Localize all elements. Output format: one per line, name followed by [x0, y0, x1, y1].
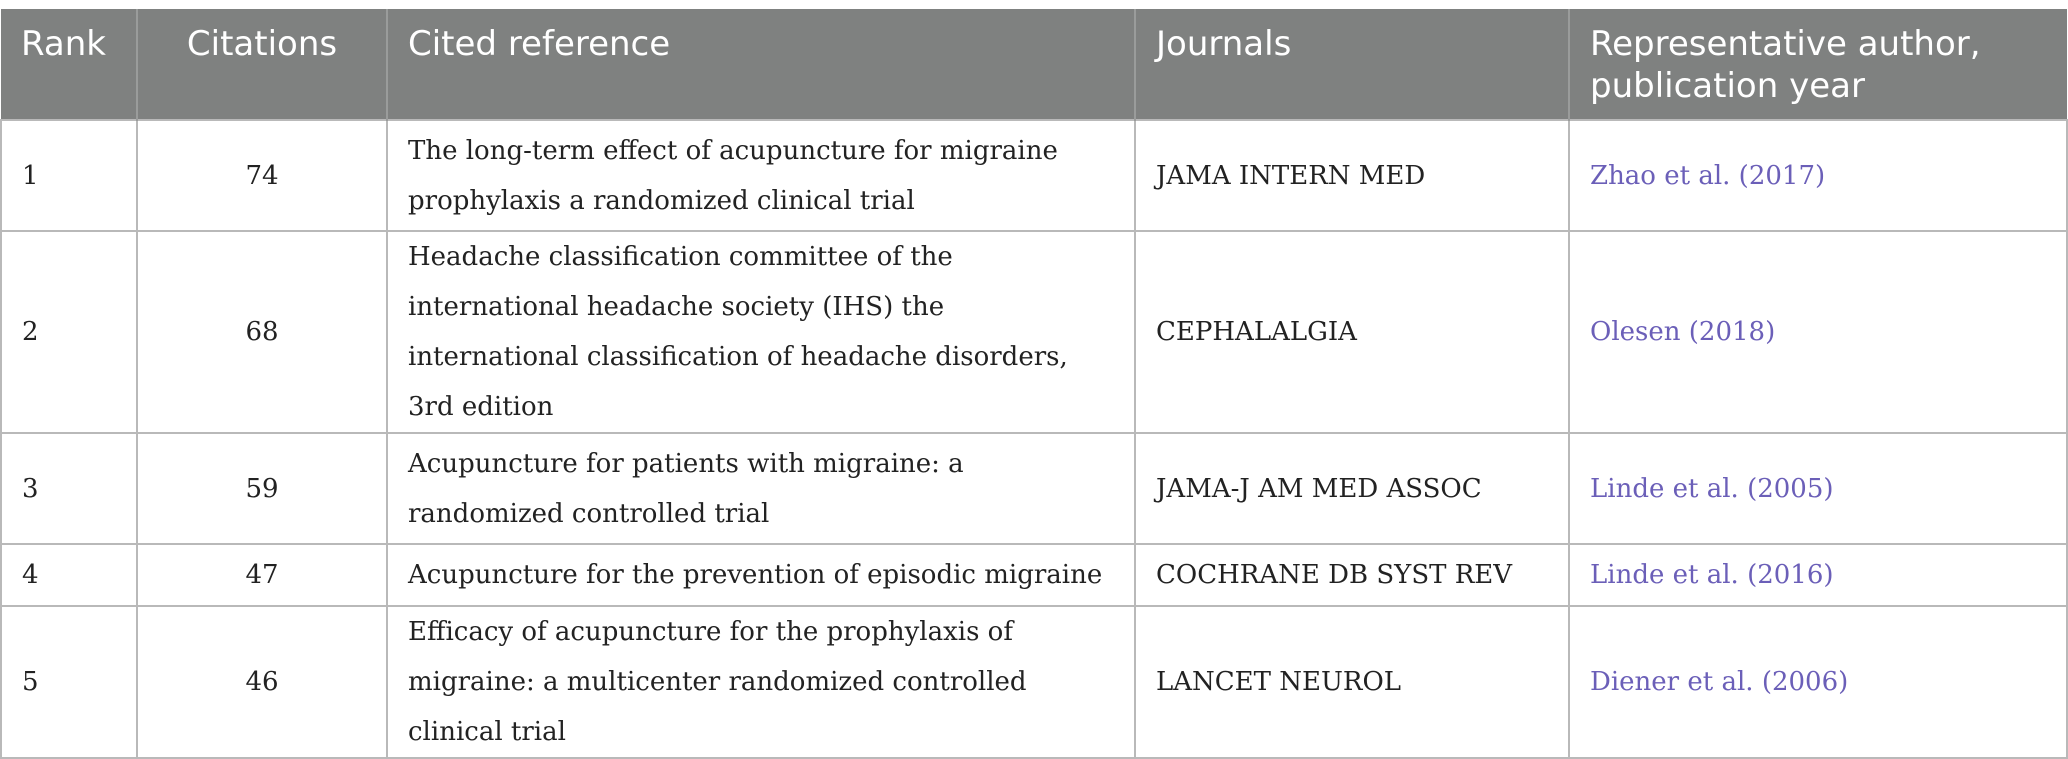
table-header: [1, 9, 2067, 120]
cell-rank: 1: [1, 120, 137, 231]
cell-reference: Acupuncture for the prevention of episodic migraine: [387, 544, 1135, 606]
author-link[interactable]: Diener et al. (2006): [1590, 667, 1849, 697]
table-row: [1, 544, 2067, 606]
cell-journal: LANCET NEUROL: [1135, 606, 1569, 758]
table-row: [1, 120, 2067, 231]
header-rank: Rank: [1, 9, 137, 120]
header-row: [1, 9, 2067, 120]
author-link[interactable]: Zhao et al. (2017): [1590, 160, 1826, 191]
table-row: [1, 433, 2067, 544]
table-body: [1, 120, 2067, 758]
cell-journal: CEPHALALGIA: [1135, 231, 1569, 433]
cell-rank: 2: [1, 231, 137, 433]
cell-citations: 46: [137, 606, 387, 758]
author-link[interactable]: Linde et al. (2016): [1590, 560, 1834, 590]
author-link[interactable]: Linde et al. (2005): [1590, 473, 1834, 504]
cell-author: [1569, 231, 2067, 433]
cell-reference: Efficacy of acupuncture for the prophylaxis of migraine: a multicenter randomized controlled clinical trial: [387, 606, 1135, 758]
cell-rank: 3: [1, 433, 137, 544]
cell-citations: 47: [137, 544, 387, 606]
cell-author: [1569, 433, 2067, 544]
author-link[interactable]: Olesen (2018): [1590, 317, 1776, 347]
cell-citations: 59: [137, 433, 387, 544]
cell-reference: Headache classification committee of the international headache society (IHS) the international classification of headache disorders, 3rd edition: [387, 231, 1135, 433]
cell-citations: 74: [137, 120, 387, 231]
header-cited-reference: Cited reference: [387, 9, 1135, 120]
cell-journal: JAMA INTERN MED: [1135, 120, 1569, 231]
top-cited-references-table: [0, 9, 2068, 759]
cell-rank: 4: [1, 544, 137, 606]
cell-reference: Acupuncture for patients with migraine: a randomized controlled trial: [387, 433, 1135, 544]
cell-rank: 5: [1, 606, 137, 758]
cell-journal: COCHRANE DB SYST REV: [1135, 544, 1569, 606]
citations-table-container: [0, 9, 2066, 759]
cell-author: [1569, 120, 2067, 231]
header-citations: Citations: [137, 9, 387, 120]
cell-reference: The long-term effect of acupuncture for migraine prophylaxis a randomized clinical trial: [387, 120, 1135, 231]
table-row: [1, 606, 2067, 758]
cell-citations: 68: [137, 231, 387, 433]
cell-author: [1569, 544, 2067, 606]
cell-author: [1569, 606, 2067, 758]
header-journals: Journals: [1135, 9, 1569, 120]
header-author-year: Representative author, publication year: [1569, 9, 2067, 120]
table-row: [1, 231, 2067, 433]
cell-journal: JAMA-J AM MED ASSOC: [1135, 433, 1569, 544]
